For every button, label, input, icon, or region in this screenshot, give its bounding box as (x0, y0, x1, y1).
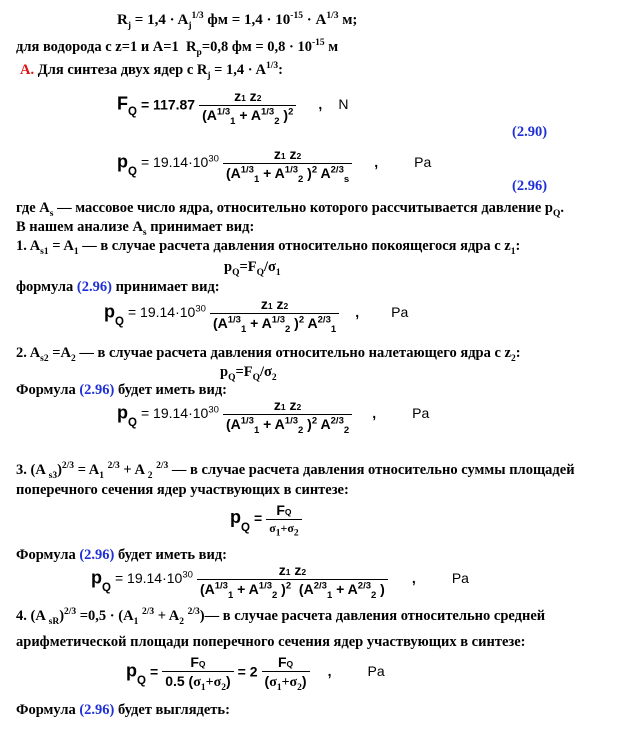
formula-will-line-2: Формула (2.96) будет иметь вид: (16, 547, 227, 563)
pressure-equation-case1: $p_Q = 19.14\cdot 10^{30}$ $\frac{z1 z2}{(A^{1/3}_1 + A^{1/3}_2 )^2 A^{2/3}_1}$ , Pa (104, 296, 409, 335)
where-line: где $A_s$ — массовое число ядра, относительно которого рассчитывается давление $p_Q$. (16, 200, 564, 219)
equation-number-2-96: (2.96) (512, 178, 548, 194)
equation-number-2-90: (2.90) (512, 124, 548, 140)
force-fraction: $\frac{z1 z2}{(A^{1/3}_1 + A^{1/3}_2 )^2}$ (199, 88, 296, 123)
case-3-line: 3. (A $_{s3})^{2/3} = A_1$ $^{2/3}$ + A $_2$ $^{2/3}$ — в случае расчета давления относительно суммы площадей (16, 461, 575, 481)
case-4-line: 4. (A $_{sR})^{2/3} =0,5 \cdot (A_1$ $^{2/3} + A_2$ $^{2/3}$)— в случае расчета давления относительно средней (16, 607, 546, 627)
case-2-line: 2. $A_{s2} =A_2$ — в случае расчета давления относительно налетающего ядра с $z_2$: (16, 345, 521, 364)
pq2-formula: $p_Q=F_Q/\sigma_2$ (220, 364, 277, 383)
pressure-equation-general: $p_Q = 19.14\cdot 10^{30}$ $\frac{z1 z2}{(A^{1/3}_1 + A^{1/3}_2 )^2 A^{2/3}_s}$ , Pa (117, 146, 432, 185)
formula-accepts-line: формула (2.96) принимает вид: (16, 279, 220, 295)
pressure-unit: Pa (414, 154, 432, 171)
case-1-line: 1. $A_{s1} = A_1$ — в случае расчета давления относительно покоящегося ядра с $z_1$: (16, 238, 521, 257)
pressure-equation-case4: $p_Q$ = $\frac{FQ}{0.5 (\sigma_1+\sigma_2)}$ = 2 $\frac{FQ}{(\sigma_1+\sigma_2)}$ , Pa (126, 654, 385, 693)
section-a-label: А. (20, 62, 35, 78)
force-unit: N (338, 96, 349, 113)
case-4-line-2: арифметической площади поперечного сечения ядер участвующих в синтезе: (16, 634, 526, 650)
force-coefficient: = 117.87 (140, 96, 196, 113)
section-a-heading: А. Для синтеза двух ядер с $R_j = 1,4 \cdot A^{1/3}$: (20, 61, 283, 81)
formula-look-line: Формула (2.96) будет выглядеть: (16, 702, 230, 718)
pq1-formula: $p_Q=F_Q/\sigma_1$ (224, 259, 281, 278)
hydrogen-radius-line: для водорода с z=1 и A=1 $R_p=0,8$ фм = $0,8 \cdot 10^{-15}$ м (16, 38, 339, 58)
formula-will-line-1: Формула (2.96) будет иметь вид: (16, 382, 227, 398)
radius-formula-line: $R_j = 1,4 \cdot A_j^{1/3}$ фм = $1,4 \cdot 10^{-15} \cdot A^{1/3}$ м; (117, 11, 358, 31)
analysis-line: В нашем анализе $A_s$ принимает вид: (16, 219, 255, 238)
pressure-equation-case3-definition: $p_Q$ = $\frac{FQ}{\sigma_1+\sigma_2}$ (230, 502, 302, 536)
force-symbol: F (117, 93, 128, 114)
pressure-equation-case3: $p_Q = 19.14\cdot 10^{30}$ $\frac{z1 z2}{(A^{1/3}_1 + A^{1/3}_2 )^2 (A^{2/3}_1 + A^{2/3}_2 )}$ , Pa (91, 562, 469, 601)
case-3-line-2: поперечного сечения ядер участвующих в синтезе: (16, 482, 349, 498)
force-equation: $F_Q = 117.87$ $\frac{z1 z2}{(A^{1/3}_1 + A^{1/3}_2 )^2}$ , N (117, 88, 349, 127)
pressure-equation-case2: $p_Q = 19.14\cdot 10^{30}$ $\frac{z1 z2}{(A^{1/3}_1 + A^{1/3}_2 )^2 A^{2/3}_2}$ , Pa (117, 397, 430, 436)
